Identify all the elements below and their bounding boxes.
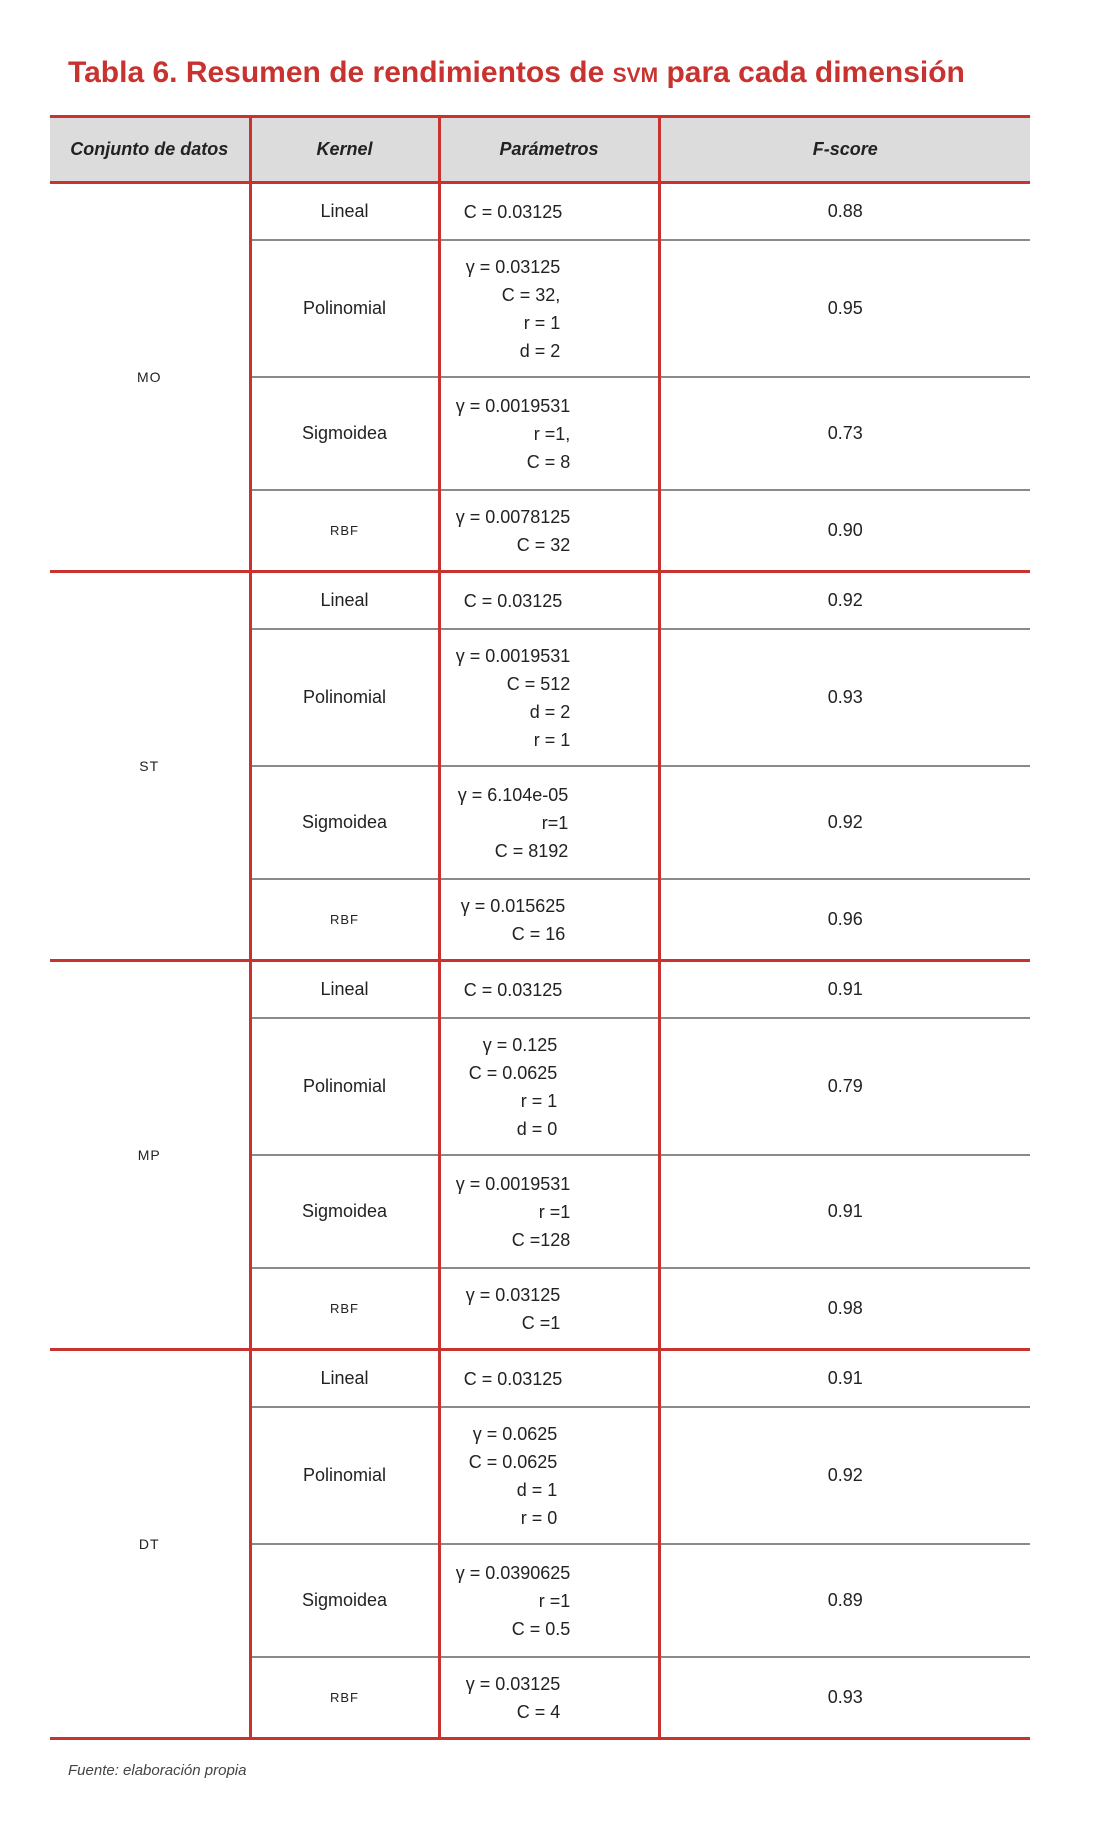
fscore-cell: 0.89 xyxy=(659,1544,1030,1657)
results-table xyxy=(50,115,1030,1740)
param-line: γ = 0.03125 xyxy=(465,1673,561,1694)
params-cell xyxy=(439,1268,659,1350)
params-cell xyxy=(439,879,659,961)
param-line: γ = 0.03125 xyxy=(465,1284,561,1305)
title-suffix: para cada dimensión xyxy=(658,56,965,89)
kernel-cell: RBF xyxy=(250,490,439,572)
param-line: γ = 6.104e-05 xyxy=(457,784,569,805)
param-line: r =1, xyxy=(533,423,571,444)
title-svm: svm xyxy=(612,56,659,89)
param-line: C = 0.03125 xyxy=(463,1368,563,1389)
param-line: d = 0 xyxy=(516,1118,558,1139)
param-line: d = 2 xyxy=(529,701,571,722)
fscore-cell: 0.88 xyxy=(659,183,1030,241)
param-line: r = 1 xyxy=(520,1090,558,1111)
kernel-cell: Lineal xyxy=(250,183,439,241)
param-line: C = 0.0625 xyxy=(468,1451,558,1472)
source-note: Fuente: elaboración propia xyxy=(68,1762,247,1779)
param-line: r = 1 xyxy=(533,729,571,750)
params-cell xyxy=(439,629,659,766)
params-cell xyxy=(439,240,659,377)
param-line: γ = 0.03125 xyxy=(465,256,561,277)
fscore-cell: 0.98 xyxy=(659,1268,1030,1350)
kernel-cell: Polinomial xyxy=(250,240,439,377)
dataset-cell: ST xyxy=(50,572,250,961)
param-line: γ = 0.125 xyxy=(482,1034,558,1055)
header-dataset: Conjunto de datos xyxy=(50,117,250,183)
params-cell xyxy=(439,572,659,630)
param-line: C = 0.5 xyxy=(511,1618,571,1639)
fscore-cell: 0.95 xyxy=(659,240,1030,377)
fscore-cell: 0.73 xyxy=(659,377,1030,490)
dataset-cell: DT xyxy=(50,1350,250,1739)
param-line: C = 4 xyxy=(516,1701,561,1722)
title-prefix: Tabla 6. Resumen de rendimientos de xyxy=(68,56,613,89)
fscore-cell: 0.79 xyxy=(659,1018,1030,1155)
kernel-cell: RBF xyxy=(250,879,439,961)
table-row xyxy=(50,1350,1030,1408)
param-line: C = 0.03125 xyxy=(463,590,563,611)
header-kernel: Kernel xyxy=(250,117,439,183)
fscore-cell: 0.90 xyxy=(659,490,1030,572)
fscore-cell: 0.91 xyxy=(659,961,1030,1019)
param-line: r =1 xyxy=(538,1201,571,1222)
param-line: C = 0.03125 xyxy=(463,979,563,1000)
param-line: r = 0 xyxy=(520,1507,558,1528)
table-row xyxy=(50,183,1030,241)
kernel-cell: RBF xyxy=(250,1657,439,1739)
param-line: γ = 0.0019531 xyxy=(455,645,571,666)
kernel-cell: Polinomial xyxy=(250,629,439,766)
param-line: d = 2 xyxy=(519,340,561,361)
params-cell xyxy=(439,1350,659,1408)
param-line: C = 512 xyxy=(506,673,571,694)
dataset-cell: MP xyxy=(50,961,250,1350)
params-cell xyxy=(439,490,659,572)
kernel-cell: Lineal xyxy=(250,961,439,1019)
kernel-cell: Sigmoidea xyxy=(250,1544,439,1657)
header-params: Parámetros xyxy=(439,117,659,183)
params-cell xyxy=(439,1155,659,1268)
table-title xyxy=(68,56,965,90)
param-line: γ = 0.0078125 xyxy=(455,506,571,527)
fscore-cell: 0.92 xyxy=(659,1407,1030,1544)
kernel-cell: Lineal xyxy=(250,572,439,630)
params-cell xyxy=(439,1407,659,1544)
params-cell xyxy=(439,377,659,490)
param-line: C = 0.03125 xyxy=(463,201,563,222)
table-row xyxy=(50,961,1030,1019)
table-body xyxy=(50,183,1030,1739)
dataset-cell: MO xyxy=(50,183,250,572)
kernel-cell: Sigmoidea xyxy=(250,1155,439,1268)
kernel-cell: RBF xyxy=(250,1268,439,1350)
fscore-cell: 0.96 xyxy=(659,879,1030,961)
fscore-cell: 0.93 xyxy=(659,629,1030,766)
kernel-cell: Polinomial xyxy=(250,1407,439,1544)
param-line: C = 0.0625 xyxy=(468,1062,558,1083)
kernel-cell: Polinomial xyxy=(250,1018,439,1155)
params-cell xyxy=(439,766,659,879)
table-row xyxy=(50,572,1030,630)
kernel-cell: Sigmoidea xyxy=(250,377,439,490)
param-line: γ = 0.0019531 xyxy=(455,1173,571,1194)
param-line: r =1 xyxy=(538,1590,571,1611)
param-line: r = 1 xyxy=(523,312,561,333)
fscore-cell: 0.92 xyxy=(659,766,1030,879)
kernel-cell: Lineal xyxy=(250,1350,439,1408)
param-line: C = 8192 xyxy=(494,840,569,861)
param-line: γ = 0.015625 xyxy=(460,895,566,916)
params-cell xyxy=(439,183,659,241)
fscore-cell: 0.93 xyxy=(659,1657,1030,1739)
params-cell xyxy=(439,1544,659,1657)
param-line: C =1 xyxy=(521,1312,561,1333)
param-line: C = 8 xyxy=(526,451,571,472)
fscore-cell: 0.92 xyxy=(659,572,1030,630)
param-line: r=1 xyxy=(541,812,569,833)
param-line: d = 1 xyxy=(516,1479,558,1500)
header-fscore: F-score xyxy=(659,117,1030,183)
param-line: γ = 0.0019531 xyxy=(455,395,571,416)
param-line: C =128 xyxy=(511,1229,571,1250)
param-line: C = 32, xyxy=(501,284,561,305)
header-row xyxy=(50,117,1030,183)
param-line: C = 16 xyxy=(511,923,566,944)
fscore-cell: 0.91 xyxy=(659,1155,1030,1268)
params-cell xyxy=(439,1018,659,1155)
param-line: C = 32 xyxy=(516,534,571,555)
param-line: γ = 0.0390625 xyxy=(455,1562,571,1583)
param-line: γ = 0.0625 xyxy=(472,1423,558,1444)
params-cell xyxy=(439,1657,659,1739)
params-cell xyxy=(439,961,659,1019)
fscore-cell: 0.91 xyxy=(659,1350,1030,1408)
kernel-cell: Sigmoidea xyxy=(250,766,439,879)
